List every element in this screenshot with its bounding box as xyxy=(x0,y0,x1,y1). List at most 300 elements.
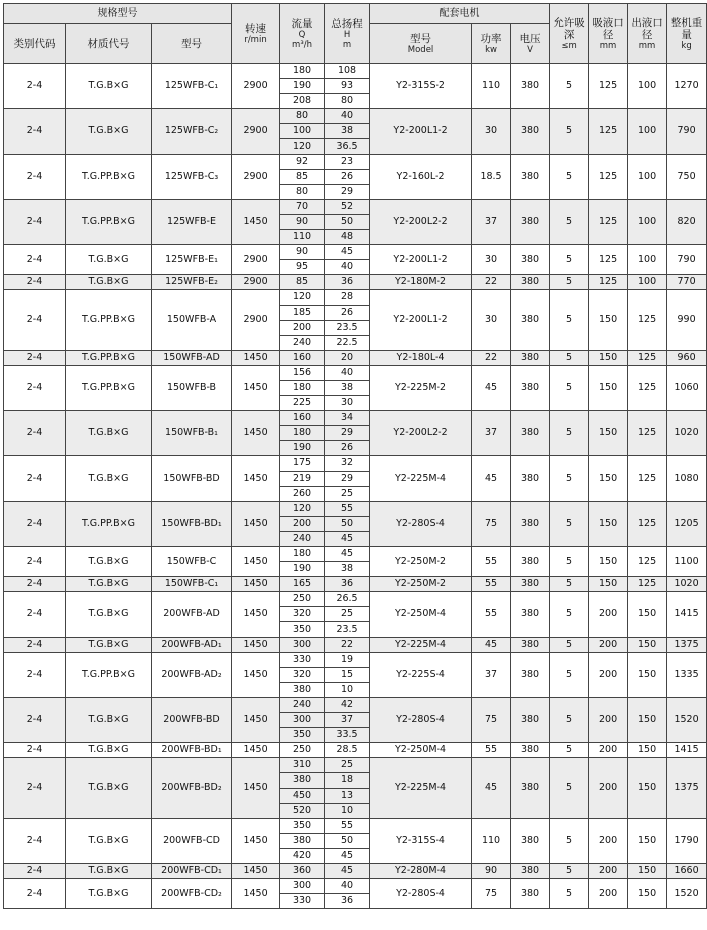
speed-header: 转速 r/min xyxy=(232,4,280,64)
flow-cell: 180 xyxy=(280,380,325,395)
model-cell: 200WFB-AD₂ xyxy=(152,652,232,697)
head-cell: 80 xyxy=(325,94,370,109)
suction-cell: 150 xyxy=(589,350,628,365)
flow-cell: 260 xyxy=(280,486,325,501)
weight-cell: 990 xyxy=(667,290,707,350)
power-cell: 22 xyxy=(472,275,511,290)
model-cell: 150WFB-C₁ xyxy=(152,577,232,592)
flow-cell: 180 xyxy=(280,426,325,441)
material-cell: T.G.B×G xyxy=(66,592,152,637)
material-cell: T.G.PP.B×G xyxy=(66,199,152,244)
category-cell: 2-4 xyxy=(4,290,66,350)
category-cell: 2-4 xyxy=(4,758,66,818)
material-cell: T.G.B×G xyxy=(66,64,152,109)
flow-cell: 190 xyxy=(280,79,325,94)
head-cell: 37 xyxy=(325,713,370,728)
suction-cell: 200 xyxy=(589,652,628,697)
table-row xyxy=(4,199,707,214)
model-cell: 200WFB-BD₁ xyxy=(152,743,232,758)
suction-cell: 125 xyxy=(589,64,628,109)
npsh-header: 允许吸深 ≤m xyxy=(550,4,589,64)
flow-cell: 120 xyxy=(280,290,325,305)
voltage-cell: 380 xyxy=(511,879,550,909)
power-cell: 75 xyxy=(472,697,511,742)
head-cell: 50 xyxy=(325,833,370,848)
category-cell: 2-4 xyxy=(4,743,66,758)
power-cell: 37 xyxy=(472,652,511,697)
head-cell: 26 xyxy=(325,305,370,320)
npsh-cell: 5 xyxy=(550,592,589,637)
head-cell: 42 xyxy=(325,697,370,712)
voltage-cell: 380 xyxy=(511,758,550,818)
weight-cell: 770 xyxy=(667,275,707,290)
flow-cell: 200 xyxy=(280,516,325,531)
category-cell: 2-4 xyxy=(4,818,66,863)
head-cell: 50 xyxy=(325,516,370,531)
material-cell: T.G.B×G xyxy=(66,637,152,652)
power-cell: 30 xyxy=(472,109,511,154)
flow-cell: 300 xyxy=(280,879,325,894)
table-body xyxy=(4,64,707,909)
head-cell: 45 xyxy=(325,531,370,546)
material-cell: T.G.B×G xyxy=(66,863,152,878)
motor-model-cell: Y2-200L2-2 xyxy=(370,199,472,244)
suction-cell: 200 xyxy=(589,637,628,652)
speed-cell: 1450 xyxy=(232,743,280,758)
suction-cell: 125 xyxy=(589,199,628,244)
speed-cell: 1450 xyxy=(232,411,280,456)
discharge-cell: 125 xyxy=(628,577,667,592)
model-cell: 125WFB-C₂ xyxy=(152,109,232,154)
head-cell: 30 xyxy=(325,396,370,411)
flow-cell: 380 xyxy=(280,833,325,848)
voltage-cell: 380 xyxy=(511,547,550,577)
head-cell: 36 xyxy=(325,275,370,290)
suction-cell: 125 xyxy=(589,245,628,275)
flow-cell: 250 xyxy=(280,743,325,758)
discharge-cell: 125 xyxy=(628,365,667,410)
weight-cell: 1415 xyxy=(667,592,707,637)
head-cell: 38 xyxy=(325,124,370,139)
table-row xyxy=(4,290,707,305)
suction-cell: 150 xyxy=(589,456,628,501)
flow-cell: 92 xyxy=(280,154,325,169)
table-row xyxy=(4,743,707,758)
material-cell: T.G.PP.B×G xyxy=(66,290,152,350)
flow-cell: 200 xyxy=(280,320,325,335)
flow-cell: 450 xyxy=(280,788,325,803)
suction-cell: 200 xyxy=(589,879,628,909)
category-cell: 2-4 xyxy=(4,245,66,275)
discharge-cell: 125 xyxy=(628,290,667,350)
npsh-cell: 5 xyxy=(550,652,589,697)
head-cell: 22 xyxy=(325,637,370,652)
motor-model-cell: Y2-250M-4 xyxy=(370,592,472,637)
flow-cell: 120 xyxy=(280,501,325,516)
discharge-cell: 100 xyxy=(628,275,667,290)
head-cell: 20 xyxy=(325,350,370,365)
head-cell: 45 xyxy=(325,863,370,878)
speed-cell: 1450 xyxy=(232,199,280,244)
model-cell: 150WFB-BD₁ xyxy=(152,501,232,546)
weight-cell: 820 xyxy=(667,199,707,244)
voltage-cell: 380 xyxy=(511,199,550,244)
voltage-cell: 380 xyxy=(511,818,550,863)
power-cell: 22 xyxy=(472,350,511,365)
flow-cell: 250 xyxy=(280,592,325,607)
category-cell: 2-4 xyxy=(4,199,66,244)
material-cell: T.G.B×G xyxy=(66,577,152,592)
voltage-cell: 380 xyxy=(511,743,550,758)
category-cell: 2-4 xyxy=(4,64,66,109)
motor-model-cell: Y2-200L1-2 xyxy=(370,290,472,350)
motor-model-cell: Y2-200L1-2 xyxy=(370,109,472,154)
flow-cell: 175 xyxy=(280,456,325,471)
model-cell: 125WFB-E xyxy=(152,199,232,244)
head-cell: 13 xyxy=(325,788,370,803)
model-cell: 200WFB-CD xyxy=(152,818,232,863)
head-cell: 22.5 xyxy=(325,335,370,350)
motor-model-cell: Y2-180M-2 xyxy=(370,275,472,290)
npsh-cell: 5 xyxy=(550,818,589,863)
npsh-cell: 5 xyxy=(550,758,589,818)
speed-cell: 2900 xyxy=(232,154,280,199)
table-row xyxy=(4,411,707,426)
model-cell: 150WFB-C xyxy=(152,547,232,577)
discharge-cell: 150 xyxy=(628,652,667,697)
motor-model-cell: Y2-160L-2 xyxy=(370,154,472,199)
category-cell: 2-4 xyxy=(4,109,66,154)
flow-cell: 300 xyxy=(280,713,325,728)
suction-cell: 200 xyxy=(589,697,628,742)
model-header: 型号 xyxy=(152,24,232,64)
head-cell: 55 xyxy=(325,818,370,833)
flow-cell: 320 xyxy=(280,607,325,622)
weight-cell: 1060 xyxy=(667,365,707,410)
motor-model-cell: Y2-200L2-2 xyxy=(370,411,472,456)
table-row xyxy=(4,109,707,124)
table-header xyxy=(4,4,707,64)
power-cell: 37 xyxy=(472,411,511,456)
weight-cell: 1790 xyxy=(667,818,707,863)
table-row xyxy=(4,758,707,773)
speed-cell: 1450 xyxy=(232,758,280,818)
speed-cell: 2900 xyxy=(232,290,280,350)
head-cell: 52 xyxy=(325,199,370,214)
motor-model-cell: Y2-200L1-2 xyxy=(370,245,472,275)
material-header: 材质代号 xyxy=(66,24,152,64)
category-cell: 2-4 xyxy=(4,652,66,697)
head-cell: 40 xyxy=(325,365,370,380)
model-cell: 125WFB-E₁ xyxy=(152,245,232,275)
flow-cell: 420 xyxy=(280,848,325,863)
flow-cell: 180 xyxy=(280,547,325,562)
table-row xyxy=(4,697,707,712)
flow-cell: 95 xyxy=(280,260,325,275)
head-cell: 36 xyxy=(325,577,370,592)
head-cell: 26 xyxy=(325,441,370,456)
head-cell: 48 xyxy=(325,230,370,245)
flow-cell: 350 xyxy=(280,622,325,637)
voltage-cell: 380 xyxy=(511,863,550,878)
category-cell: 2-4 xyxy=(4,577,66,592)
flow-cell: 80 xyxy=(280,184,325,199)
head-cell: 40 xyxy=(325,109,370,124)
material-cell: T.G.B×G xyxy=(66,818,152,863)
head-cell: 26.5 xyxy=(325,592,370,607)
category-cell: 2-4 xyxy=(4,154,66,199)
motor-model-cell: Y2-280S-4 xyxy=(370,879,472,909)
flow-cell: 310 xyxy=(280,758,325,773)
flow-cell: 110 xyxy=(280,230,325,245)
head-cell: 34 xyxy=(325,411,370,426)
table-row xyxy=(4,350,707,365)
table-row xyxy=(4,64,707,79)
head-cell: 93 xyxy=(325,79,370,94)
power-cell: 110 xyxy=(472,818,511,863)
discharge-cell: 150 xyxy=(628,818,667,863)
weight-cell: 1375 xyxy=(667,637,707,652)
table-row xyxy=(4,154,707,169)
npsh-cell: 5 xyxy=(550,743,589,758)
material-cell: T.G.B×G xyxy=(66,109,152,154)
pump-spec-sheet xyxy=(3,3,703,909)
category-cell: 2-4 xyxy=(4,863,66,878)
material-cell: T.G.PP.B×G xyxy=(66,652,152,697)
speed-cell: 1450 xyxy=(232,547,280,577)
head-cell: 38 xyxy=(325,380,370,395)
table-row xyxy=(4,652,707,667)
flow-cell: 190 xyxy=(280,441,325,456)
category-cell: 2-4 xyxy=(4,501,66,546)
flow-cell: 240 xyxy=(280,335,325,350)
voltage-cell: 380 xyxy=(511,592,550,637)
material-cell: T.G.B×G xyxy=(66,456,152,501)
head-cell: 32 xyxy=(325,456,370,471)
weight-cell: 1520 xyxy=(667,879,707,909)
spec-group-header: 规格型号 xyxy=(4,4,232,24)
npsh-cell: 5 xyxy=(550,64,589,109)
category-cell: 2-4 xyxy=(4,275,66,290)
head-cell: 45 xyxy=(325,245,370,260)
category-cell: 2-4 xyxy=(4,365,66,410)
speed-cell: 1450 xyxy=(232,652,280,697)
power-cell: 110 xyxy=(472,64,511,109)
head-cell: 10 xyxy=(325,682,370,697)
table-row xyxy=(4,577,707,592)
category-header: 类别代码 xyxy=(4,24,66,64)
speed-cell: 2900 xyxy=(232,245,280,275)
discharge-cell: 100 xyxy=(628,245,667,275)
material-cell: T.G.B×G xyxy=(66,743,152,758)
head-cell: 23.5 xyxy=(325,320,370,335)
weight-cell: 1270 xyxy=(667,64,707,109)
material-cell: T.G.B×G xyxy=(66,879,152,909)
flow-cell: 100 xyxy=(280,124,325,139)
suction-cell: 150 xyxy=(589,290,628,350)
speed-cell: 1450 xyxy=(232,592,280,637)
category-cell: 2-4 xyxy=(4,592,66,637)
discharge-cell: 125 xyxy=(628,350,667,365)
speed-cell: 1450 xyxy=(232,365,280,410)
voltage-cell: 380 xyxy=(511,652,550,697)
motor-model-cell: Y2-225M-2 xyxy=(370,365,472,410)
head-cell: 50 xyxy=(325,214,370,229)
model-cell: 200WFB-BD₂ xyxy=(152,758,232,818)
speed-cell: 2900 xyxy=(232,109,280,154)
voltage-cell: 380 xyxy=(511,245,550,275)
power-cell: 30 xyxy=(472,290,511,350)
speed-cell: 1450 xyxy=(232,456,280,501)
flow-cell: 165 xyxy=(280,577,325,592)
voltage-cell: 380 xyxy=(511,456,550,501)
flow-cell: 380 xyxy=(280,773,325,788)
suction-cell: 150 xyxy=(589,501,628,546)
material-cell: T.G.PP.B×G xyxy=(66,365,152,410)
flow-cell: 70 xyxy=(280,199,325,214)
npsh-cell: 5 xyxy=(550,350,589,365)
motor-model-cell: Y2-225M-4 xyxy=(370,758,472,818)
discharge-cell: 100 xyxy=(628,154,667,199)
motor-model-cell: Y2-280S-4 xyxy=(370,501,472,546)
weight-cell: 790 xyxy=(667,109,707,154)
discharge-cell: 150 xyxy=(628,758,667,818)
head-cell: 15 xyxy=(325,667,370,682)
voltage-cell: 380 xyxy=(511,697,550,742)
category-cell: 2-4 xyxy=(4,879,66,909)
flow-cell: 90 xyxy=(280,214,325,229)
flow-cell: 120 xyxy=(280,139,325,154)
head-cell: 40 xyxy=(325,879,370,894)
flow-cell: 160 xyxy=(280,411,325,426)
model-cell: 125WFB-C₁ xyxy=(152,64,232,109)
suction-cell: 125 xyxy=(589,154,628,199)
voltage-cell: 380 xyxy=(511,501,550,546)
motor-model-cell: Y2-315S-2 xyxy=(370,64,472,109)
table-row xyxy=(4,818,707,833)
discharge-cell: 150 xyxy=(628,637,667,652)
flow-cell: 85 xyxy=(280,169,325,184)
speed-cell: 1450 xyxy=(232,818,280,863)
weight-cell: 790 xyxy=(667,245,707,275)
motor-group-header: 配套电机 xyxy=(370,4,550,24)
head-cell: 29 xyxy=(325,471,370,486)
power-header: 功率 kw xyxy=(472,24,511,64)
motor-model-cell: Y2-250M-2 xyxy=(370,547,472,577)
flow-cell: 240 xyxy=(280,531,325,546)
table-row xyxy=(4,592,707,607)
voltage-cell: 380 xyxy=(511,275,550,290)
voltage-cell: 380 xyxy=(511,637,550,652)
table-row xyxy=(4,365,707,380)
table-row xyxy=(4,547,707,562)
material-cell: T.G.B×G xyxy=(66,758,152,818)
flow-cell: 219 xyxy=(280,471,325,486)
flow-cell: 190 xyxy=(280,562,325,577)
npsh-cell: 5 xyxy=(550,501,589,546)
voltage-cell: 380 xyxy=(511,350,550,365)
flow-cell: 180 xyxy=(280,64,325,79)
head-cell: 45 xyxy=(325,848,370,863)
suction-cell: 150 xyxy=(589,577,628,592)
table-row xyxy=(4,275,707,290)
head-cell: 19 xyxy=(325,652,370,667)
table-row xyxy=(4,245,707,260)
model-cell: 150WFB-B₁ xyxy=(152,411,232,456)
head-cell: 28 xyxy=(325,290,370,305)
category-cell: 2-4 xyxy=(4,456,66,501)
flow-cell: 520 xyxy=(280,803,325,818)
pump-spec-table xyxy=(3,3,707,909)
motor-model-cell: Y2-250M-2 xyxy=(370,577,472,592)
category-cell: 2-4 xyxy=(4,411,66,456)
model-cell: 200WFB-AD₁ xyxy=(152,637,232,652)
discharge-cell: 100 xyxy=(628,64,667,109)
material-cell: T.G.B×G xyxy=(66,275,152,290)
category-cell: 2-4 xyxy=(4,697,66,742)
discharge-cell: 100 xyxy=(628,199,667,244)
discharge-header: 出液口径 mm xyxy=(628,4,667,64)
npsh-cell: 5 xyxy=(550,199,589,244)
category-cell: 2-4 xyxy=(4,350,66,365)
discharge-cell: 150 xyxy=(628,743,667,758)
table-row xyxy=(4,501,707,516)
power-cell: 45 xyxy=(472,637,511,652)
speed-cell: 2900 xyxy=(232,64,280,109)
flow-cell: 240 xyxy=(280,697,325,712)
head-cell: 108 xyxy=(325,64,370,79)
npsh-cell: 5 xyxy=(550,411,589,456)
motor-model-cell: Y2-280S-4 xyxy=(370,697,472,742)
power-cell: 45 xyxy=(472,456,511,501)
npsh-cell: 5 xyxy=(550,456,589,501)
model-cell: 125WFB-E₂ xyxy=(152,275,232,290)
head-cell: 45 xyxy=(325,547,370,562)
suction-cell: 125 xyxy=(589,275,628,290)
power-cell: 55 xyxy=(472,577,511,592)
head-cell: 55 xyxy=(325,501,370,516)
weight-cell: 1100 xyxy=(667,547,707,577)
speed-cell: 1450 xyxy=(232,350,280,365)
material-cell: T.G.B×G xyxy=(66,547,152,577)
discharge-cell: 100 xyxy=(628,109,667,154)
head-cell: 23 xyxy=(325,154,370,169)
flow-cell: 380 xyxy=(280,682,325,697)
head-cell: 33.5 xyxy=(325,728,370,743)
suction-cell: 200 xyxy=(589,818,628,863)
motor-model-header: 型号 Model xyxy=(370,24,472,64)
table-row xyxy=(4,879,707,894)
suction-cell: 150 xyxy=(589,547,628,577)
head-cell: 25 xyxy=(325,758,370,773)
npsh-cell: 5 xyxy=(550,245,589,275)
suction-cell: 200 xyxy=(589,863,628,878)
discharge-cell: 150 xyxy=(628,863,667,878)
flow-cell: 330 xyxy=(280,652,325,667)
weight-cell: 1660 xyxy=(667,863,707,878)
model-cell: 125WFB-C₃ xyxy=(152,154,232,199)
flow-cell: 225 xyxy=(280,396,325,411)
head-cell: 25 xyxy=(325,486,370,501)
speed-cell: 2900 xyxy=(232,275,280,290)
npsh-cell: 5 xyxy=(550,547,589,577)
npsh-cell: 5 xyxy=(550,290,589,350)
discharge-cell: 150 xyxy=(628,592,667,637)
voltage-header: 电压 V xyxy=(511,24,550,64)
material-cell: T.G.PP.B×G xyxy=(66,501,152,546)
model-cell: 150WFB-A xyxy=(152,290,232,350)
speed-cell: 1450 xyxy=(232,697,280,742)
